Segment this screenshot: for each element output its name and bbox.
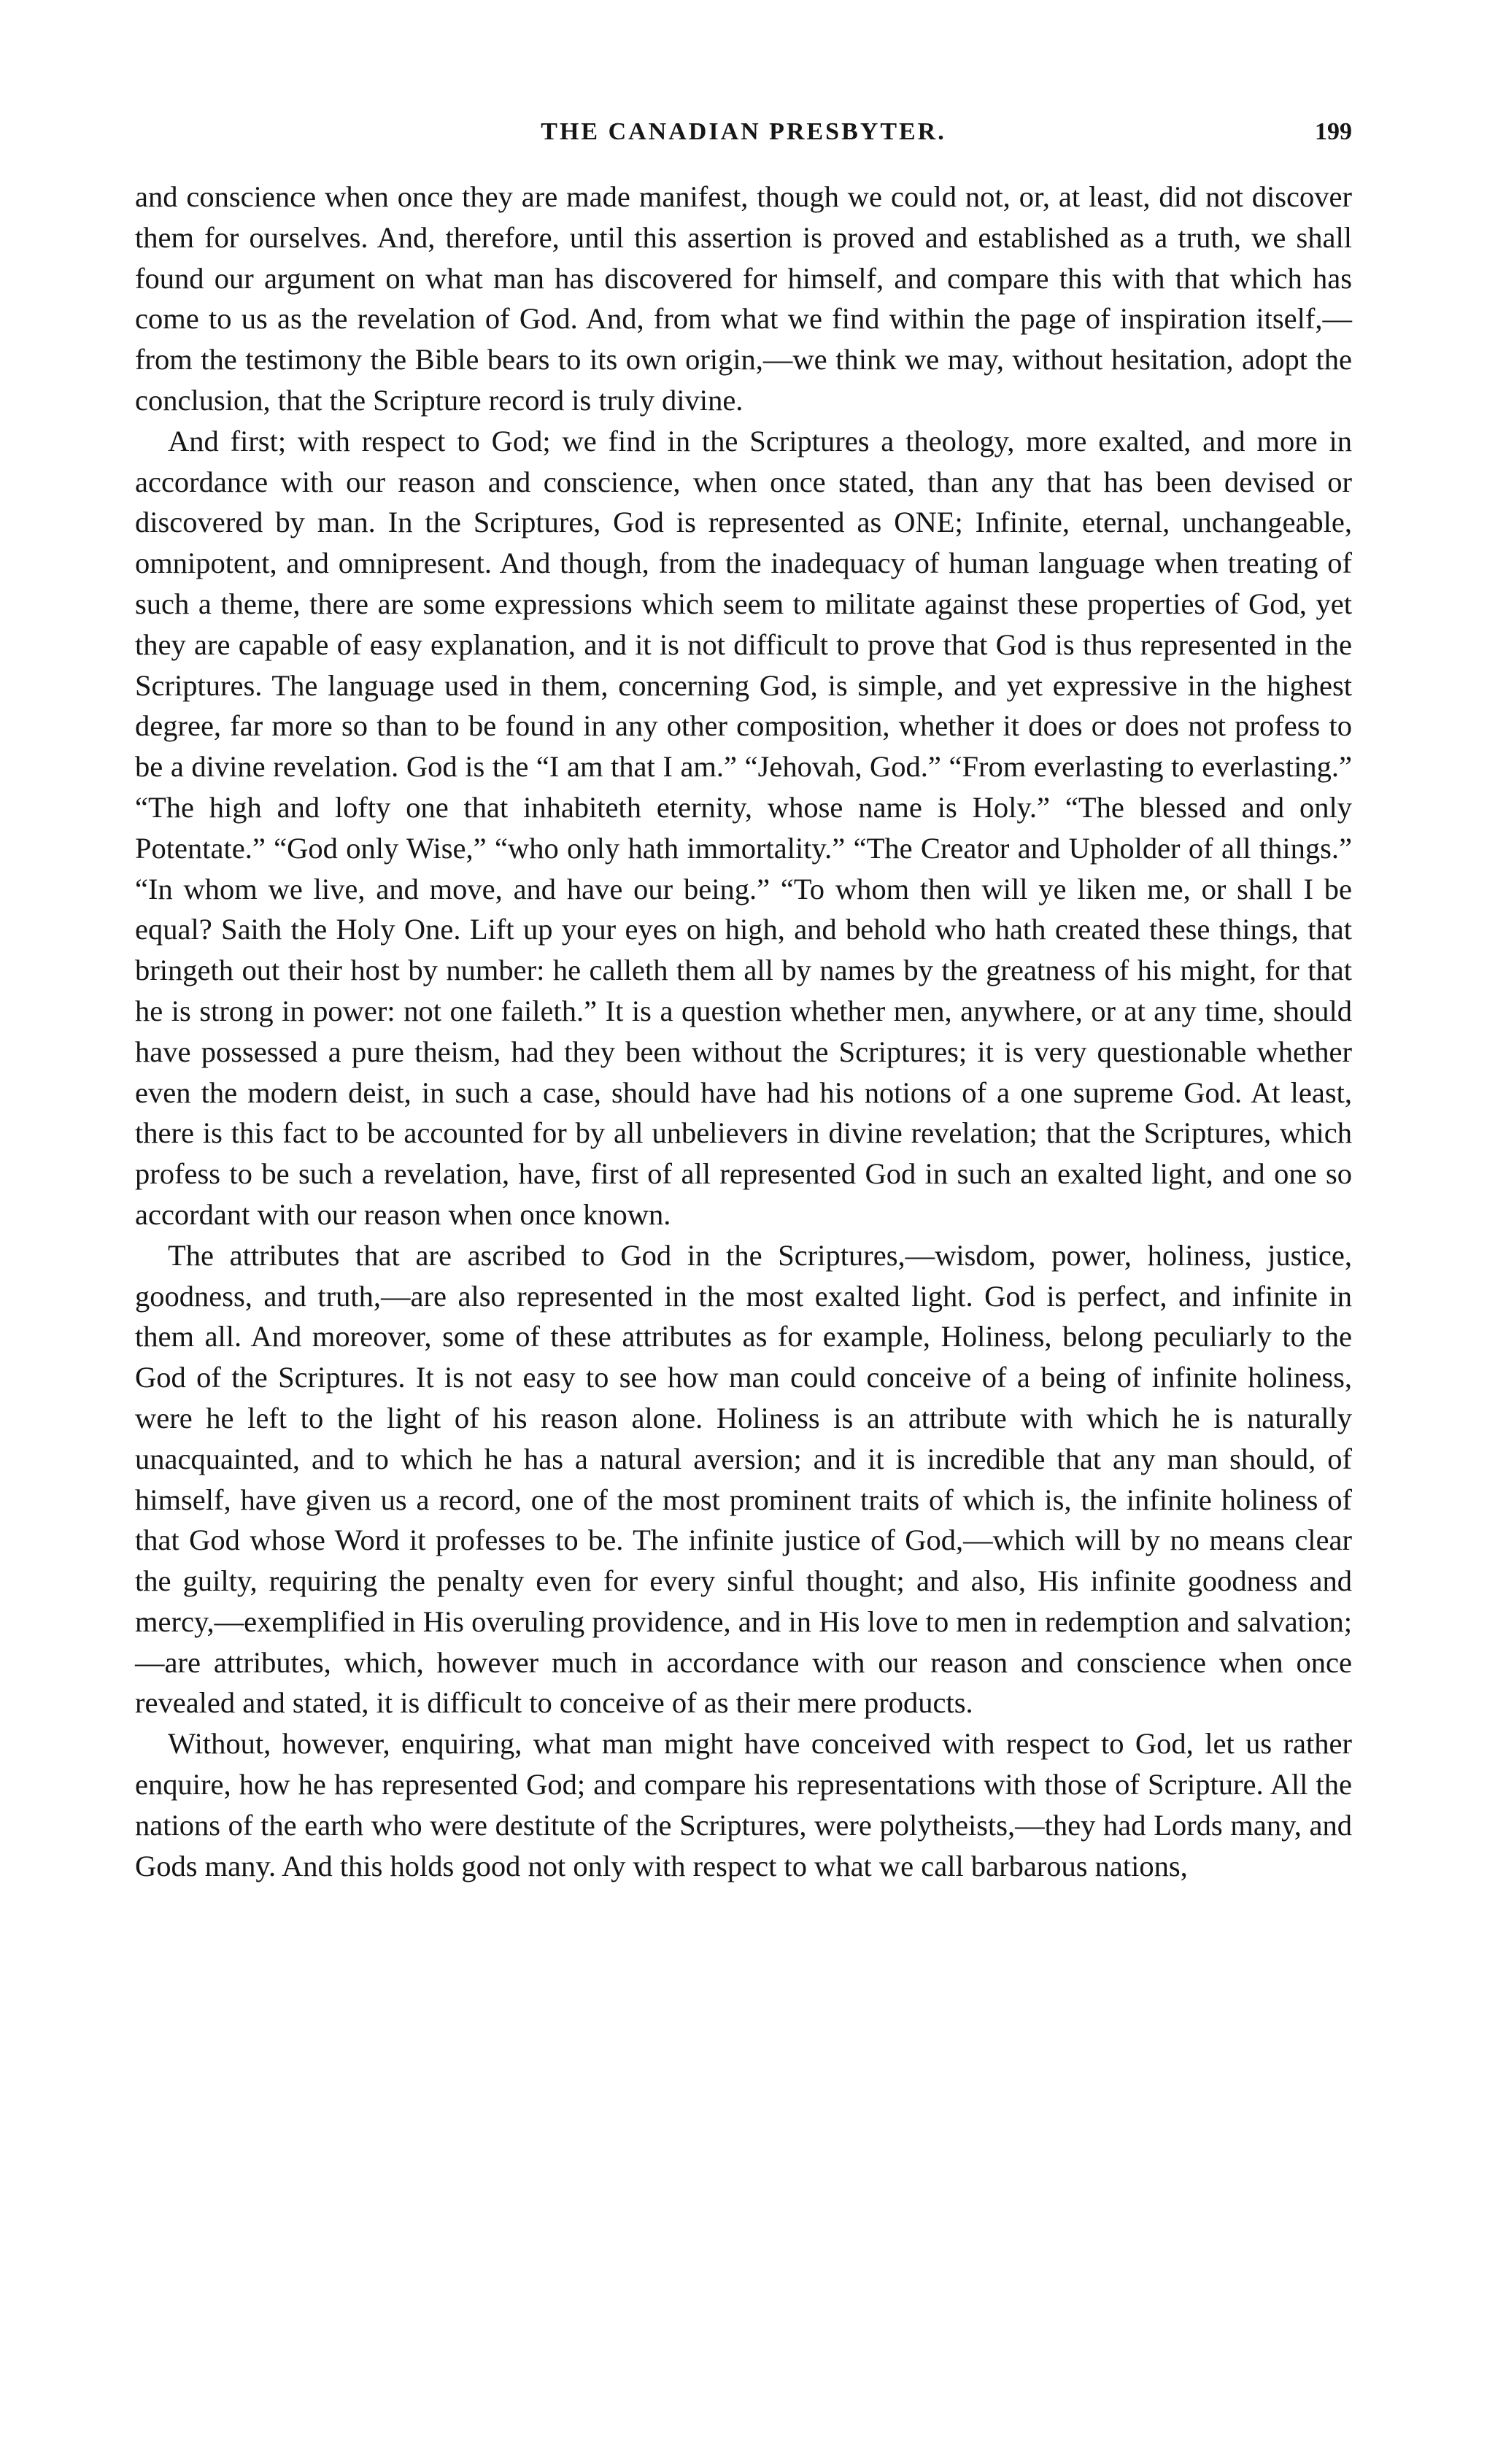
paragraph-2: And first; with respect to God; we find in the Scriptures a theology, more exalted, and more in accordance with our reason and conscience, when once stated, than any that has been devised or discovered by man. In the Scriptures, God is represented as ONE; Infinite, eternal, unchangeable, omnipotent, and omnipresent. And though, from the inadequacy of human language when treating of such a theme, there are some expressions which seem to militate against these properties of God, yet they are capable of easy explanation, and it is not difficult to prove that God is thus represented in the Scriptures. The language used in them, concerning God, is simple, and yet expressive in the highest degree, far more so than to be found in any other composition, whether it does or does not profess to be a divine revelation. God is the “I am that I am.” “Jehovah, God.” “From everlasting to everlasting.” “The high and lofty one that inhabiteth eternity, whose name is Holy.” “The blessed and only Potentate.” “God only Wise,” “who only hath immortality.” “The Creator and Upholder of all things.” “In whom we live, and move, and have our being.” “To whom then will ye liken me, or shall I be equal? Saith the Holy One. Lift up your eyes on high, and behold who hath created these things, that bringeth out their host by number: he calleth them all by names by the greatness of his might, for that he is strong in power: not one faileth.” It is a question whether men, anywhere, or at any time, should have possessed a pure theism, had they been without the Scriptures; it is very questionable whether even the modern deist, in such a case, should have had his notions of a one supreme God. At least, there is this fact to be accounted for by all unbelievers in divine revelation; that the Scriptures, which profess to be such a revelation, have, first of all represented God in such an exalted light, and one so accordant with our reason when once known. [135,424,1352,1231]
running-title: THE CANADIAN PRESBYTER. [541,118,946,145]
page-number: 199 [1315,118,1352,145]
page-header [135,109,1352,161]
paragraph-4: Without, however, enquiring, what man might have conceived with respect to God, let us rather enquire, how he has represented God; and compare his representations with those of Scripture. All the nations of the earth who were destitute of the Scriptures, were polytheists,—they had Lords many, and Gods many. And this holds good not only with respect to what we call barbarous nations, [135,1727,1352,1882]
paragraph-1: and conscience when once they are made manifest, though we could not, or, at least, did not discover them for ourselves. And, therefore, until this assertion is proved and established as a truth, we shall found our argument on what man has discovered for himself, and compare this with that which has come to us as the revelation of God. And, from what we find within the page of inspiration itself,—from the testimony the Bible bears to its own origin,—we think we may, without hesitation, adopt the conclusion, that the Scripture record is truly divine. [135,180,1352,417]
paragraph-3: The attributes that are ascribed to God in the Scriptures,—wisdom, power, holiness, justice, goodness, and truth,—are also represented in the most exalted light. God is perfect, and infinite in them all. And moreover, some of these attributes as for example, Holiness, belong peculiarly to the God of the Scriptures. It is not easy to see how man could conceive of a being of infinite holiness, were he left to the light of his reason alone. Holiness is an attribute with which he is naturally unacquainted, and to which he has a natural aversion; and it is incredible that any man should, of himself, have given us a record, one of the most prominent traits of which is, the infinite holiness of that God whose Word it professes to be. The infinite justice of God,—which will by no means clear the guilty, requiring the penalty even for every sinful thought; and also, His infinite goodness and mercy,—exemplified in His overuling providence, and in His love to men in redemption and salvation;—are attributes, which, however much in accordance with our reason and conscience when once revealed and stated, it is difficult to conceive of as their mere products. [135,1238,1352,1720]
body-text [135,177,1352,1886]
page [135,109,1352,2444]
